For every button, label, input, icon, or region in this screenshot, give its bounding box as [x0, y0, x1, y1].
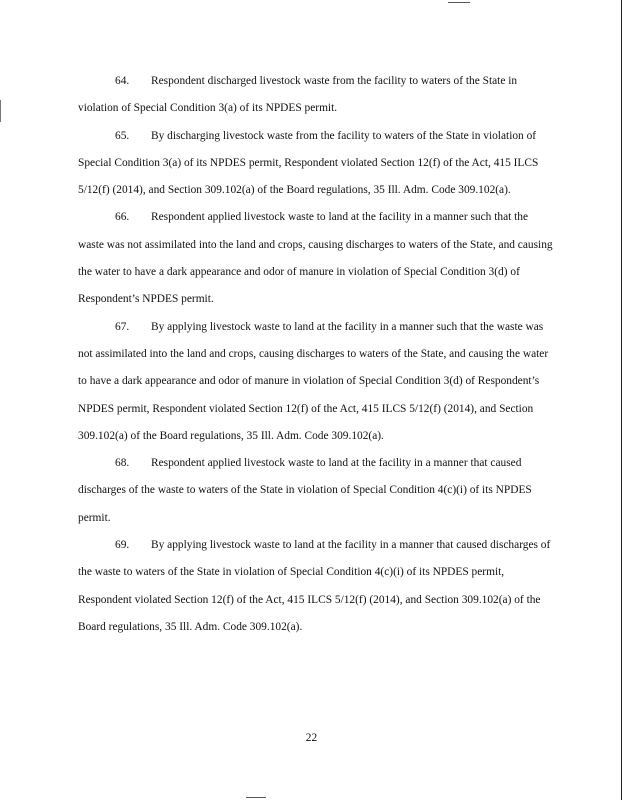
paragraph-number: 65. — [115, 129, 130, 142]
paragraph-67 — [78, 314, 556, 450]
page-edge — [621, 0, 622, 800]
paragraph-64 — [78, 68, 556, 123]
page-number: 22 — [305, 732, 318, 744]
paragraph-text: Respondent applied livestock waste to land at the facility in a manner that caused discharges of the waste to waters of the State in violation of Special Condition 4(c)(i) of its NPDES permit. — [78, 457, 532, 524]
paragraph-number: 66. — [115, 211, 130, 224]
paragraph-text: By applying livestock waste to land at the facility in a manner such that the waste was not assimilated into the land and crops, causing discharges to waters of the State, and causing the water to have a dark appearance and odor of manure in violation of Special Condition 3(d) of Respondent’s NPDES permit, Respondent violated Section 12(f) of the Act, 415 ILCS 5/12(f) (2014), and Section 309.102(a) of the Board regulations, 35 Ill. Adm. Code 309.102(a). — [78, 320, 549, 442]
paragraph-66 — [78, 204, 556, 313]
scan-artifact-left — [0, 100, 1, 122]
scan-artifact-bottom — [246, 797, 266, 798]
paragraph-number: 68. — [115, 457, 130, 470]
paragraph-65 — [78, 123, 556, 205]
paragraph-text: Respondent discharged livestock waste from the facility to waters of the State in violation of Special Condition 3(a) of its NPDES permit. — [78, 75, 518, 115]
paragraph-69 — [78, 532, 556, 641]
paragraph-text: By discharging livestock waste from the facility to waters of the State in violation of Special Condition 3(a) of its NPDES permit, Respondent violated Section 12(f) of the Act, 415 ILCS 5/12(f) (2014), and Section 309.102(a) of the Board regulations, 35 Ill. Adm. Code 309.102(a). — [78, 129, 539, 197]
paragraph-number: 69. — [115, 539, 130, 552]
paragraph-number: 67. — [115, 320, 130, 333]
scan-artifact-top — [448, 2, 470, 3]
paragraph-68 — [78, 450, 556, 532]
paragraph-text: Respondent applied livestock waste to land at the facility in a manner such that the waste was not assimilated into the land and crops, causing discharges to waters of the State, and causing the water to have a dark appearance and odor of manure in violation of Special Condition 3(d) of Respondent’s NPDES permit. — [78, 211, 553, 306]
document-body — [78, 68, 556, 641]
paragraph-text: By applying livestock waste to land at the facility in a manner that caused discharges of the waste to waters of the State in violation of Special Condition 4(c)(i) of its NPDES permit, Respondent violated Section 12(f) of the Act, 415 ILCS 5/12(f) (2014), and Section 309.102(a) of the Board regulations, 35 Ill. Adm. Code 309.102(a). — [78, 539, 551, 633]
paragraph-number: 64. — [115, 75, 130, 87]
